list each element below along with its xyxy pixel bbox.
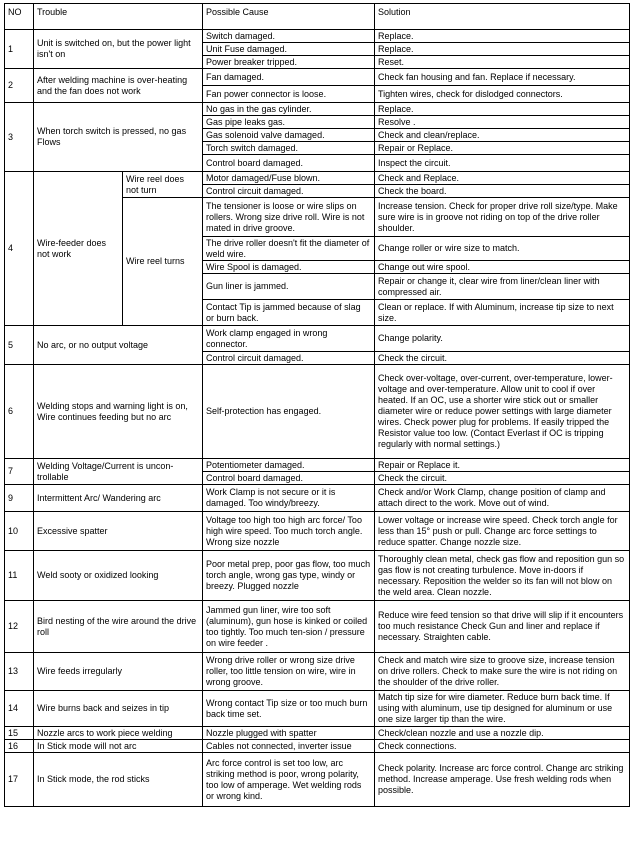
row-number: 3 — [5, 103, 34, 172]
trouble-description: In Stick mode, the rod sticks — [34, 753, 203, 807]
solution: Resolve . — [375, 116, 630, 129]
possible-cause: The drive roller doesn't fit the diameter of weld wire. — [203, 237, 375, 261]
possible-cause: Power breaker tripped. — [203, 56, 375, 69]
possible-cause: Control board damaged. — [203, 472, 375, 485]
row-number: 4 — [5, 172, 34, 326]
solution: Reduce wire feed tension so that drive will slip if it encounters too much resistance Check Gun and liner and replace if necessary. Straighten cable. — [375, 601, 630, 653]
solution: Check connections. — [375, 740, 630, 753]
header-row — [5, 4, 630, 30]
solution: Change roller or wire size to match. — [375, 237, 630, 261]
trouble-description: Welding Voltage/Current is uncon-trollable — [34, 459, 203, 485]
header-solution: Solution — [375, 4, 630, 30]
row-number: 10 — [5, 512, 34, 551]
trouble-subcondition: Wire reel turns — [123, 198, 203, 326]
solution: Check/clean nozzle and use a nozzle dip. — [375, 727, 630, 740]
row-number: 15 — [5, 727, 34, 740]
solution: Check fan housing and fan. Replace if necessary. — [375, 69, 630, 86]
table-row — [5, 365, 630, 459]
row-number: 7 — [5, 459, 34, 485]
solution: Match tip size for wire diameter. Reduce burn back time. If using with aluminum, use tip designed for aluminum or use one size larger tip than the wire. — [375, 691, 630, 727]
possible-cause: Voltage too high too high arc force/ Too high wire speed. Too much torch angle. Wrong size nozzle — [203, 512, 375, 551]
solution: Check polarity. Increase arc force control. Change arc striking method. Increase amperage. Use fresh welding rods when possible. — [375, 753, 630, 807]
possible-cause: Control circuit damaged. — [203, 185, 375, 198]
possible-cause: No gas in the gas cylinder. — [203, 103, 375, 116]
table-row — [5, 69, 630, 86]
troubleshooting-table-container — [4, 3, 629, 807]
possible-cause: Wrong drive roller or wrong size drive roller, too little tension on wire, wire in wrong groove. — [203, 653, 375, 691]
solution: Repair or change it, clear wire from liner/clean liner with compressed air. — [375, 274, 630, 300]
trouble-description: After welding machine is over-heating and the fan does not work — [34, 69, 203, 103]
solution: Repair or Replace it. — [375, 459, 630, 472]
solution: Tighten wires, check for dislodged connectors. — [375, 86, 630, 103]
trouble-description: When torch switch is pressed, no gas Flows — [34, 103, 203, 172]
trouble-description: Intermittent Arc/ Wandering arc — [34, 485, 203, 512]
trouble-description: Bird nesting of the wire around the drive roll — [34, 601, 203, 653]
possible-cause: Motor damaged/Fuse blown. — [203, 172, 375, 185]
trouble-description: Excessive spatter — [34, 512, 203, 551]
solution: Replace. — [375, 30, 630, 43]
solution: Thoroughly clean metal, check gas flow and reposition gun so gas flow is not creating turbulence. Move in-doors if necessary. Reposition the welder so its fan will not blow on the weld area. Clean nozzle. — [375, 551, 630, 601]
possible-cause: Fan power connector is loose. — [203, 86, 375, 103]
table-row — [5, 601, 630, 653]
possible-cause: Wrong contact Tip size or too much burn back time set. — [203, 691, 375, 727]
possible-cause: Gas solenoid valve damaged. — [203, 129, 375, 142]
possible-cause: Wire Spool is damaged. — [203, 261, 375, 274]
solution: Lower voltage or increase wire speed. Check torch angle for less than 15° push or pull. Change arc force settings to reduce spatter. Change nozzle size. — [375, 512, 630, 551]
table-row — [5, 740, 630, 753]
table-row — [5, 172, 630, 185]
trouble-description: Wire burns back and seizes in tip — [34, 691, 203, 727]
possible-cause: Control board damaged. — [203, 155, 375, 172]
trouble-description: Wire feeds irregularly — [34, 653, 203, 691]
row-number: 17 — [5, 753, 34, 807]
table-row — [5, 485, 630, 512]
possible-cause: Switch damaged. — [203, 30, 375, 43]
solution: Clean or replace. If with Aluminum, increase tip size to next size. — [375, 300, 630, 326]
trouble-description: Weld sooty or oxidized looking — [34, 551, 203, 601]
possible-cause: Gas pipe leaks gas. — [203, 116, 375, 129]
possible-cause: Work Clamp is not secure or it is damaged. Too windy/breezy. — [203, 485, 375, 512]
possible-cause: Work clamp engaged in wrong connector. — [203, 326, 375, 352]
table-row — [5, 551, 630, 601]
solution: Check and Replace. — [375, 172, 630, 185]
possible-cause: Jammed gun liner, wire too soft (aluminum), gun hose is kinked or coiled too tightly. Too much ten-sion / pressure on wire feeder . — [203, 601, 375, 653]
possible-cause: Cables not connected, inverter issue — [203, 740, 375, 753]
row-number: 14 — [5, 691, 34, 727]
table-row — [5, 459, 630, 472]
trouble-description: In Stick mode will not arc — [34, 740, 203, 753]
table-row — [5, 30, 630, 43]
possible-cause: Torch switch damaged. — [203, 142, 375, 155]
possible-cause: Fan damaged. — [203, 69, 375, 86]
row-number: 12 — [5, 601, 34, 653]
row-number: 1 — [5, 30, 34, 69]
table-row — [5, 103, 630, 116]
solution: Check over-voltage, over-current, over-temperature, lower-voltage and over-temperature. Allow unit to cool if over heated. If an OC, use a shorter wire stick out or smaller diameter wire or reduce power settings with large diameter wires. Check power plug for problems. If easily tripped the Resistor value too low. (Contact Everlast if OC is tripping regularly with normal settings.) — [375, 365, 630, 459]
header-no: NO — [5, 4, 34, 30]
possible-cause: Contact Tip is jammed because of slag or burn back. — [203, 300, 375, 326]
solution: Check the circuit. — [375, 352, 630, 365]
possible-cause: Potentiometer damaged. — [203, 459, 375, 472]
trouble-description: Welding stops and warning light is on, Wire continues feeding but no arc — [34, 365, 203, 459]
solution: Replace. — [375, 103, 630, 116]
trouble-subcondition: Wire reel does not turn — [123, 172, 203, 198]
table-row — [5, 512, 630, 551]
table-row — [5, 326, 630, 352]
troubleshooting-table — [4, 3, 630, 807]
table-row — [5, 753, 630, 807]
solution: Replace. — [375, 43, 630, 56]
row-number: 13 — [5, 653, 34, 691]
possible-cause: Self-protection has engaged. — [203, 365, 375, 459]
trouble-description: Nozzle arcs to work piece welding — [34, 727, 203, 740]
row-number: 16 — [5, 740, 34, 753]
possible-cause: The tensioner is loose or wire slips on rollers. Wrong size drive roll. Wire is not mated in drive groove. — [203, 198, 375, 237]
possible-cause: Gun liner is jammed. — [203, 274, 375, 300]
trouble-description: Wire-feeder does not work — [34, 172, 123, 326]
solution: Check the circuit. — [375, 472, 630, 485]
trouble-description: Unit is switched on, but the power light isn't on — [34, 30, 203, 69]
row-number: 9 — [5, 485, 34, 512]
solution: Check the board. — [375, 185, 630, 198]
header-possible-cause: Possible Cause — [203, 4, 375, 30]
row-number: 11 — [5, 551, 34, 601]
table-row — [5, 727, 630, 740]
row-number: 6 — [5, 365, 34, 459]
possible-cause: Poor metal prep, poor gas flow, too much torch angle, wrong gas type, windy or breezy. Plugged nozzle — [203, 551, 375, 601]
row-number: 5 — [5, 326, 34, 365]
solution: Increase tension. Check for proper drive roll size/type. Make sure wire is in groove not riding on top of the drive roller shoulder. — [375, 198, 630, 237]
possible-cause: Unit Fuse damaged. — [203, 43, 375, 56]
table-row — [5, 653, 630, 691]
solution: Check and clean/replace. — [375, 129, 630, 142]
solution: Reset. — [375, 56, 630, 69]
possible-cause: Arc force control is set too low, arc striking method is poor, wrong polarity, too low of amperage. Wet welding rods or wrong kind. — [203, 753, 375, 807]
solution: Check and/or Work Clamp, change position of clamp and attach direct to the work. Move out of wind. — [375, 485, 630, 512]
solution: Check and match wire size to groove size, increase tension on drive rollers. Check to make sure the wire is not riding on the shoulder of the drive roller. — [375, 653, 630, 691]
row-number: 2 — [5, 69, 34, 103]
solution: Repair or Replace. — [375, 142, 630, 155]
solution: Change polarity. — [375, 326, 630, 352]
header-trouble: Trouble — [34, 4, 203, 30]
solution: Inspect the circuit. — [375, 155, 630, 172]
trouble-description: No arc, or no output voltage — [34, 326, 203, 365]
possible-cause: Control circuit damaged. — [203, 352, 375, 365]
possible-cause: Nozzle plugged with spatter — [203, 727, 375, 740]
table-row — [5, 691, 630, 727]
solution: Change out wire spool. — [375, 261, 630, 274]
